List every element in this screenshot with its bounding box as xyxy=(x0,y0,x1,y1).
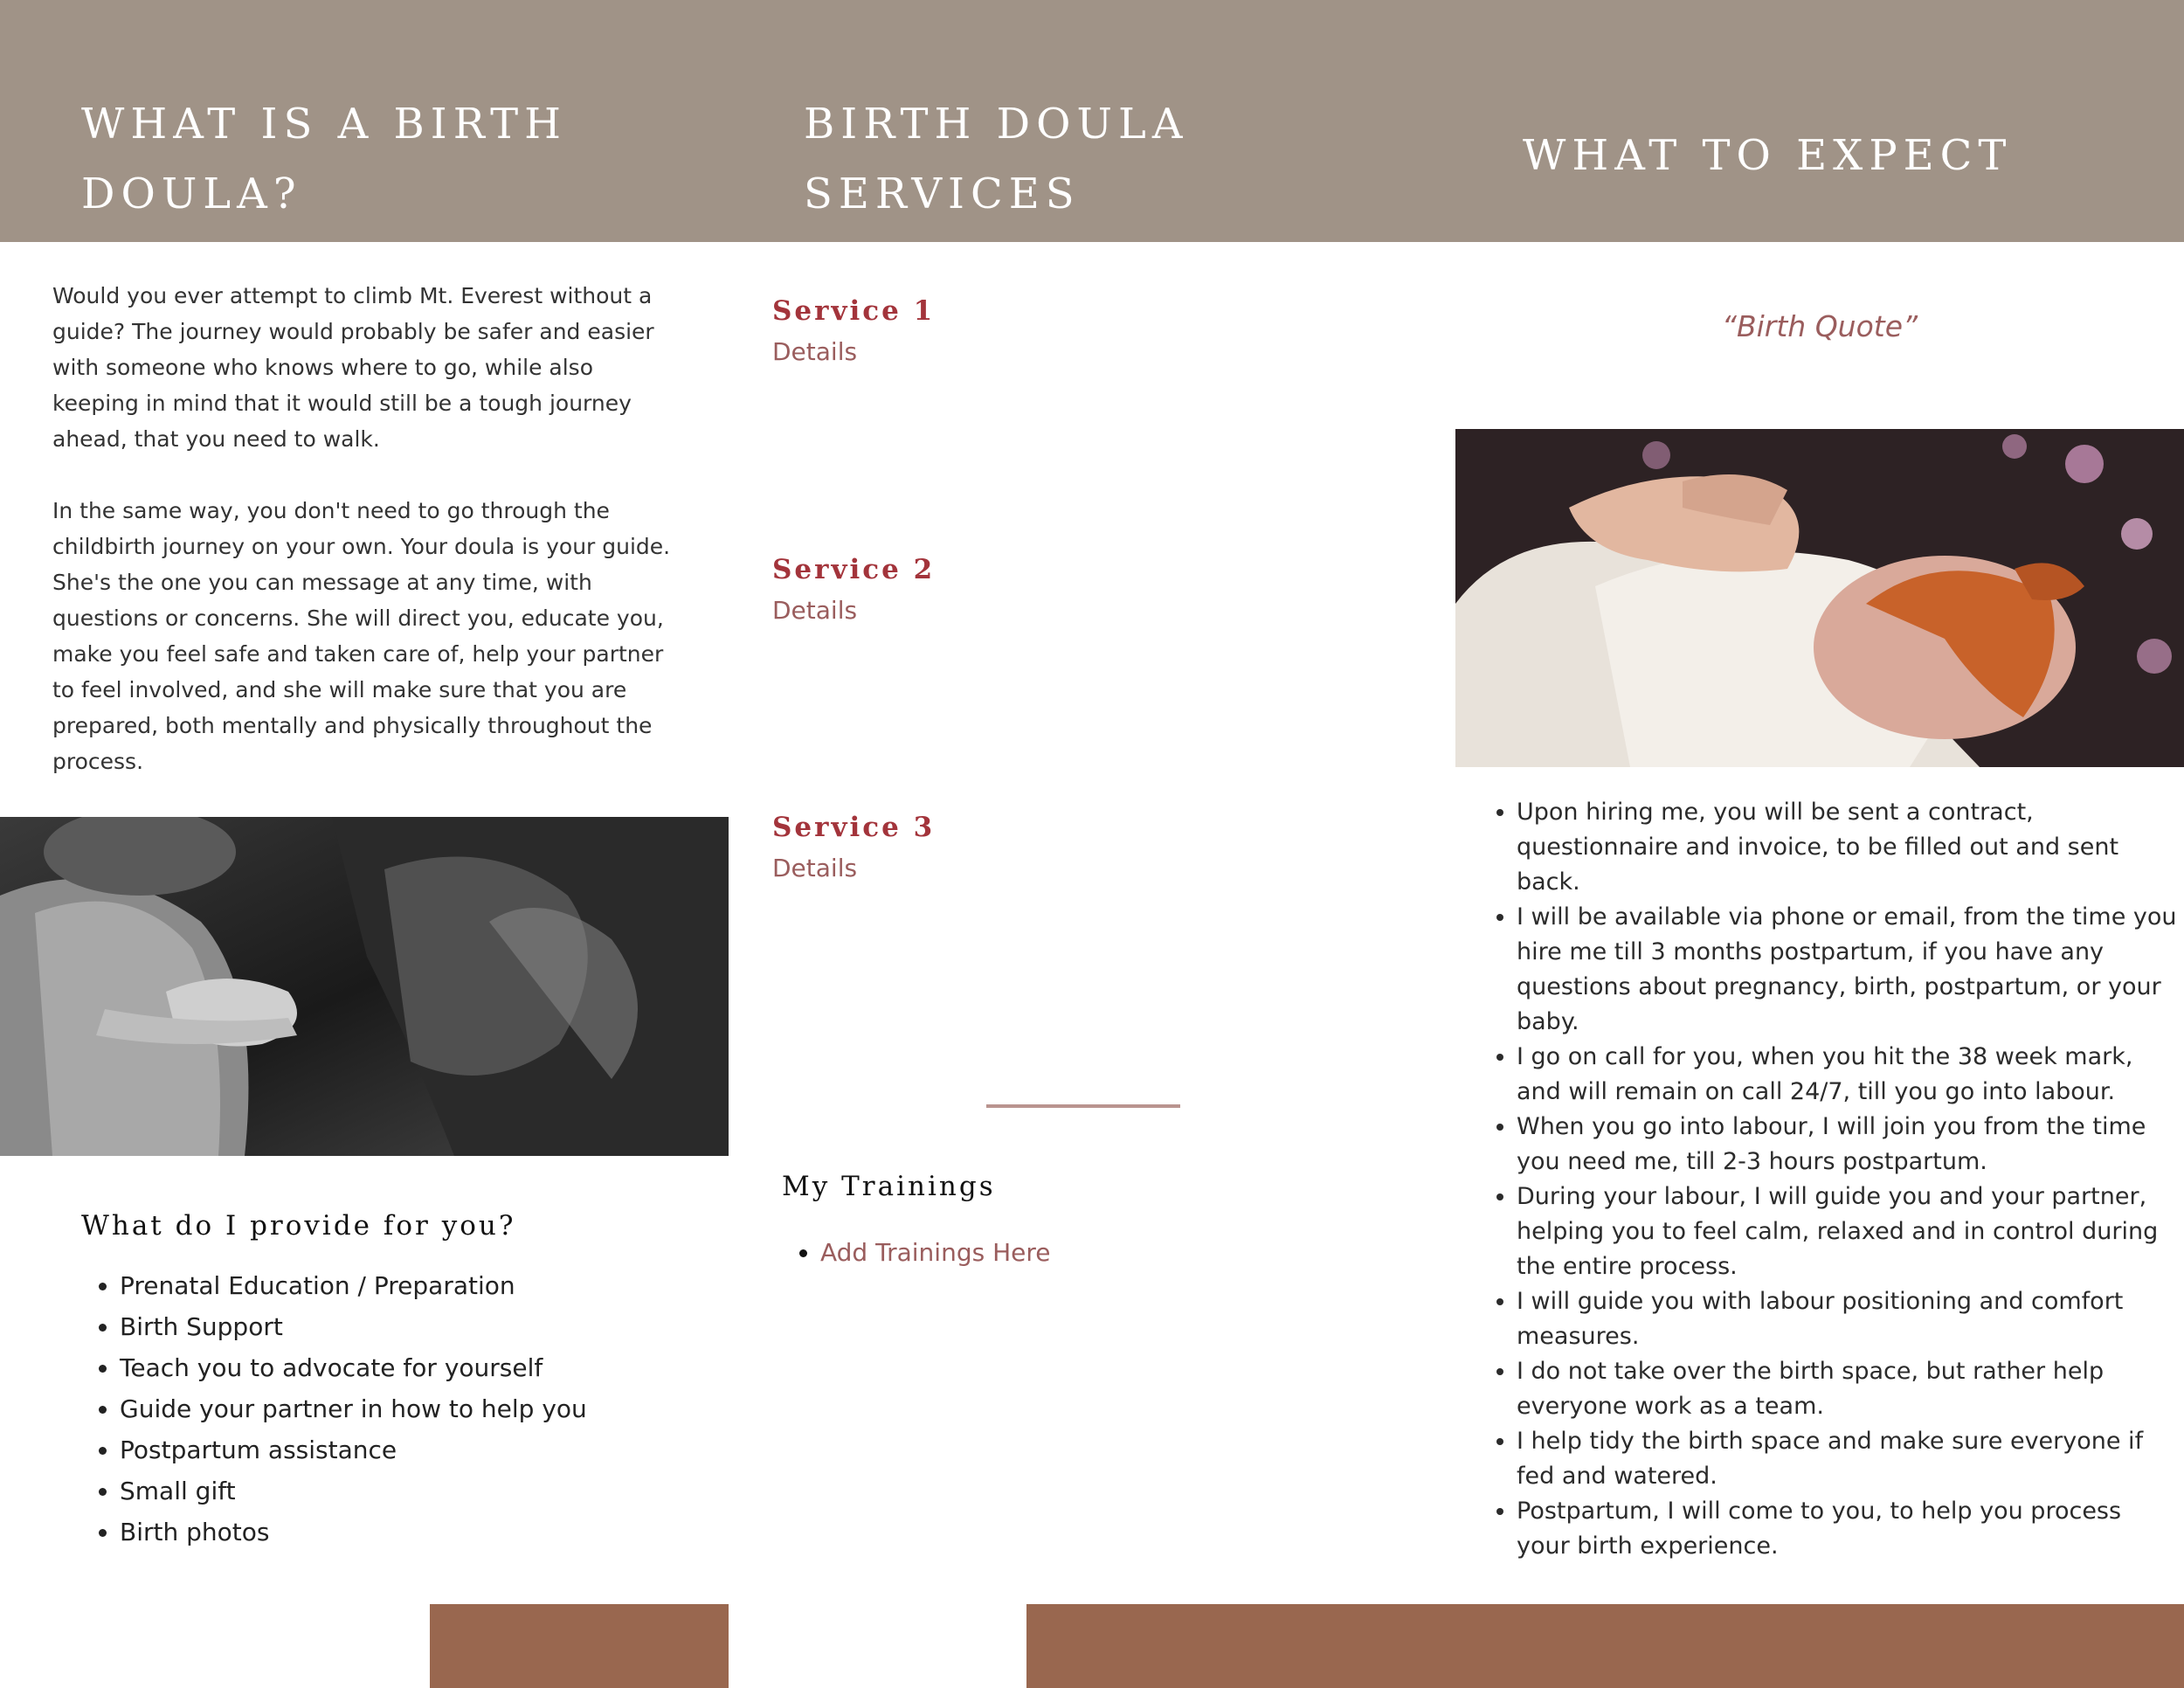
title-line: DOULA? xyxy=(81,169,302,218)
list-item: • I do not take over the birth space, but rather help everyone work as a team. xyxy=(1517,1354,2181,1424)
service-1-title: Service 1 xyxy=(772,295,936,327)
intro-paragraph: Would you ever attempt to climb Mt. Everest without a guide? The journey would probably be safer and easier with someone who knows where to go, while also keeping in mind that it would still be a tough journey ahead, that you need to walk. xyxy=(52,283,654,452)
list-item: • Birth Support xyxy=(120,1306,587,1347)
what-is-birth-doula-title xyxy=(81,89,623,229)
list-item: • Add Trainings Here xyxy=(820,1232,1050,1273)
intro-text xyxy=(52,278,686,815)
footer-block-left xyxy=(430,1604,729,1688)
newborn-photo xyxy=(1455,429,2184,767)
footer-block-right xyxy=(1026,1604,2184,1688)
service-3-title: Service 3 xyxy=(772,812,936,843)
what-to-expect-list xyxy=(1476,795,2181,1564)
list-item: • I will be available via phone or email, from the time you hire me till 3 months postpartum, if you have any questions about pregnancy, birth, postpartum, or your baby. xyxy=(1517,900,2181,1040)
list-item: • Birth photos xyxy=(120,1512,587,1553)
list-item: • Guide your partner in how to help you xyxy=(120,1388,587,1429)
list-item: • Postpartum assistance xyxy=(120,1429,587,1470)
list-item: • I go on call for you, when you hit the 38 week mark, and will remain on call 24/7, till you go into labour. xyxy=(1517,1040,2181,1110)
birth-doula-services-title xyxy=(804,89,1345,229)
list-item: • Postpartum, I will come to you, to help you process your birth experience. xyxy=(1517,1494,2181,1564)
service-1-details: Details xyxy=(772,337,858,366)
divider xyxy=(986,1104,1180,1108)
list-item: • When you go into labour, I will join you from the time you need me, till 2-3 hours postpartum. xyxy=(1517,1110,2181,1180)
trainings-list xyxy=(782,1232,1050,1273)
list-item: • During your labour, I will guide you and your partner, helping you to feel calm, relaxed and in control during the entire process. xyxy=(1517,1180,2181,1284)
birth-quote: “Birth Quote” xyxy=(1721,309,1918,343)
list-item: • Upon hiring me, you will be sent a contract, questionnaire and invoice, to be filled out and sent back. xyxy=(1517,795,2181,900)
title-line: BIRTH DOULA xyxy=(804,100,1189,149)
service-2-title: Service 2 xyxy=(772,554,936,585)
support-hug-photo xyxy=(0,817,729,1156)
list-item: • I help tidy the birth space and make sure everyone if fed and watered. xyxy=(1517,1424,2181,1494)
title-line: SERVICES xyxy=(804,169,1081,218)
list-item: • Prenatal Education / Preparation xyxy=(120,1265,587,1306)
service-3-details: Details xyxy=(772,854,858,882)
title-line: WHAT IS A BIRTH xyxy=(81,100,567,149)
intro-paragraph: In the same way, you don't need to go through the childbirth journey on your own. Your doula is your guide. She's the one you can message at any time, with questions or concerns. She will direct you, educate you, make you feel safe and taken care of, help your partner to feel involved, and she will make sure that you are prepared, both mentally and physically throughout the process. xyxy=(52,498,671,774)
trainings-heading: My Trainings xyxy=(782,1171,996,1202)
provide-heading: What do I provide for you? xyxy=(81,1210,516,1242)
service-2-details: Details xyxy=(772,596,858,625)
list-item: • Small gift xyxy=(120,1470,587,1512)
what-to-expect-title: WHAT TO EXPECT xyxy=(1523,131,2013,180)
list-item: • I will guide you with labour positioning and comfort measures. xyxy=(1517,1284,2181,1354)
provide-list xyxy=(81,1265,587,1553)
list-item: • Teach you to advocate for yourself xyxy=(120,1347,587,1388)
